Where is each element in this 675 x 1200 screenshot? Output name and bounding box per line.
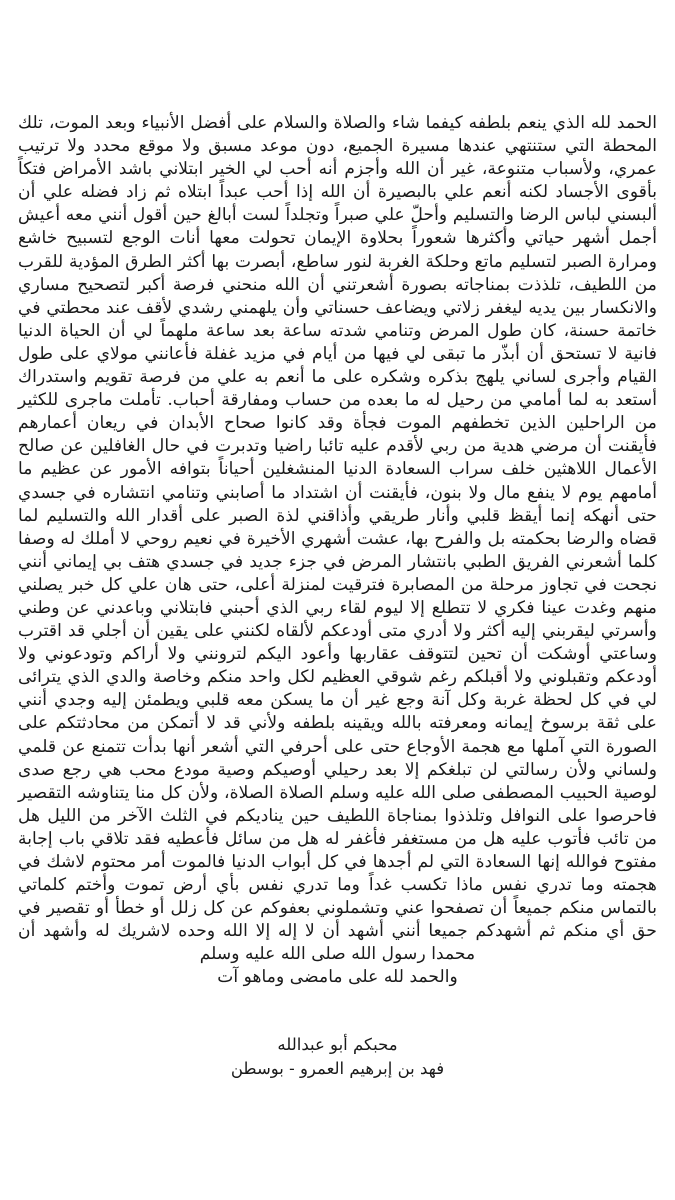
signature-line-name-location: فهد بن إبرهيم العمرو - بوسطن [230, 1059, 445, 1079]
signature-block [18, 1033, 657, 1081]
letter-body: الحمد لله الذي ينعم بلطفه كيفما شاء والصلاة والسلام على أفضل الأنبياء وبعد الموت، تلك المحطة التي ستنتهي عندها مسيرة الجميع، دون موعد مسبق ولا موقع محدد ولا ترتيب عمري، ولأسباب متنوعة، غير أن الله وأجزم أنه أحب لي الخير ابتلاني باشد الأمراض فتكاً بأقوى الأجساد لكنه أنعم علي بالبصيرة أن الله إذا أحب عبداً ابتلاه ثم زاد فضله علي أن ألبسني لباس الرضا والتسليم وأحلّ علي صبراً وتجلداً لست أبالغ حين أقول أنني معه أعيش أجمل أشهر حياتي وأكثرها شعوراً بحلاوة الإيمان تحولت معها أنات الوجع لتسبيح خاشع ومرارة الصبر لتسليم ماتع وحلكة الغربة لنور ساطع، أبصرت بها أكثر الطرق المؤدية للقرب من اللطيف، تلذذت بمناجاته بصورة أشعرتني أن الله منحني فرصة أكبر لتصحيح مساري والانكسار بين يديه ليغفر زلاتي ويضاعف حسناتي وأن يلهمني رشدي لأقف عند محطتي في خاتمة حسنة، كان طول المرض وتنامي شدته ساعة بعد ساعة ملهماً لي أن الحياة الدنيا فانية لا تستحق أن أبذّر ما تبقى لي فيها من أيام في مزيد غفلة فأعانني مولاي على طول القيام وأجرى لساني يلهج بذكره وشكره على ما أنعم به علي من فرصة تقويم واستدراك أستعد به لما أمامي من رحيل له ما بعده من حساب ومفارقة أحباب. تأملت ماجرى للكثير من الراحلين الذين تخطفهم الموت فجأة وقد كانوا صحاح الأبدان في ريعان أعمارهم فأيقنت أن مرضي هدية من ربي لأقدم عليه تائبا راضيا وتدبرت في حال الغافلين عن صالح الأعمال اللاهثين خلف سراب السعادة الدنيا المنشغلين أحياناً بتوافه الأمور عن عظيم ما أمامهم يوم لا ينفع مال ولا بنون، فأيقنت أن اشتداد ما أصابني وتنامي انتشاره في جسدي حتى أنهكه إنما أيقظ قلبي وأنار طريقي وأذاقني لذة الصبر على أقدار الله والتسليم لما قضاه والرضا بحكمته بل والفرح بها، عشت أشهري الأخيرة في نعيم روحي لا أملك له وصفا كلما أشعرني الفريق الطبي بانتشار المرض في جزء جديد في جسدي هتف بي إيماني أنني نجحت في تجاوز مرحلة من المصابرة فترقيت لمنزلة أعلى، حتى هان علي كل خبر يصلني منهم وغدت عينا فكري لا تتطلع إلا ليوم لقاء ربي الذي أحبني فابتلاني وباعدني عن وطني وأسرتي ليقربني إليه أكثر ولا أدري متى أودعكم لألقاه لكنني على يقين أن أجلي قد اقترب وساعتي أوشكت أن تحين لتتوقف عقاربها وأعود اليكم لترونني ولا أراكم وتودعوني ولا أودعكم وتقبلوني ولا أقبلكم رغم شوقي العظيم لكل واحد منكم وخاصة والدي الذي يترائى لي في كل لحظة غربة وكل آنة وجع غير أن ما يسكن معه قلبي ويطمئن إليه وجدي أنني على ثقة برسوخ إيمانه ومعرفته بالله ويقينه بلطفه ولأني قد لا أتمكن من محادثتكم على الصورة التي آملها مع هجمة الأوجاع حتى على أحرفي التي أشعر أنها بدأت تتمنع عن قلمي ولساني ولأن رسالتي لن تبلغكم إلا بعد رحيلي أوصيكم وصية مودع محب هي رجع صدى لوصية الحبيب المصطفى صلى الله عليه وسلم الصلاة الصلاة، ولأن كل منا يتناوشه التقصير فاحرصوا على النوافل وتلذذوا بمناجاة اللطيف حين يناديكم في الثلث الآخر من الليل هل من تائب فأتوب عليه هل من مستغفر فأغفر له هل من سائل فأعطيه فقد تلاقي باب إجابة مفتوح فوالله إنها السعادة التي لم أجدها في كل أبواب الدنيا فالموت أمر محتوم لاشك في هجمته وما تدري نفس ماذا تكسب غداً وما تدري نفس بأي أرض تموت وأختم كلماتي بالتماس منكم جميعاً أن تصفحوا عني وتشملوني بعفوكم عن كل زلل أو خطأ أو تقصير في حق أي منكم ثم أشهدكم جميعا أنني أشهد أن لا إله إلا الله وحده لاشريك له وأشهد أن محمدا رسول الله صلى الله عليه وسلم [18, 113, 657, 965]
signature-line-sender: محبكم أبو عبدالله [277, 1035, 398, 1055]
letter-closing: والحمد لله على مامضى وماهو آت [217, 967, 458, 988]
